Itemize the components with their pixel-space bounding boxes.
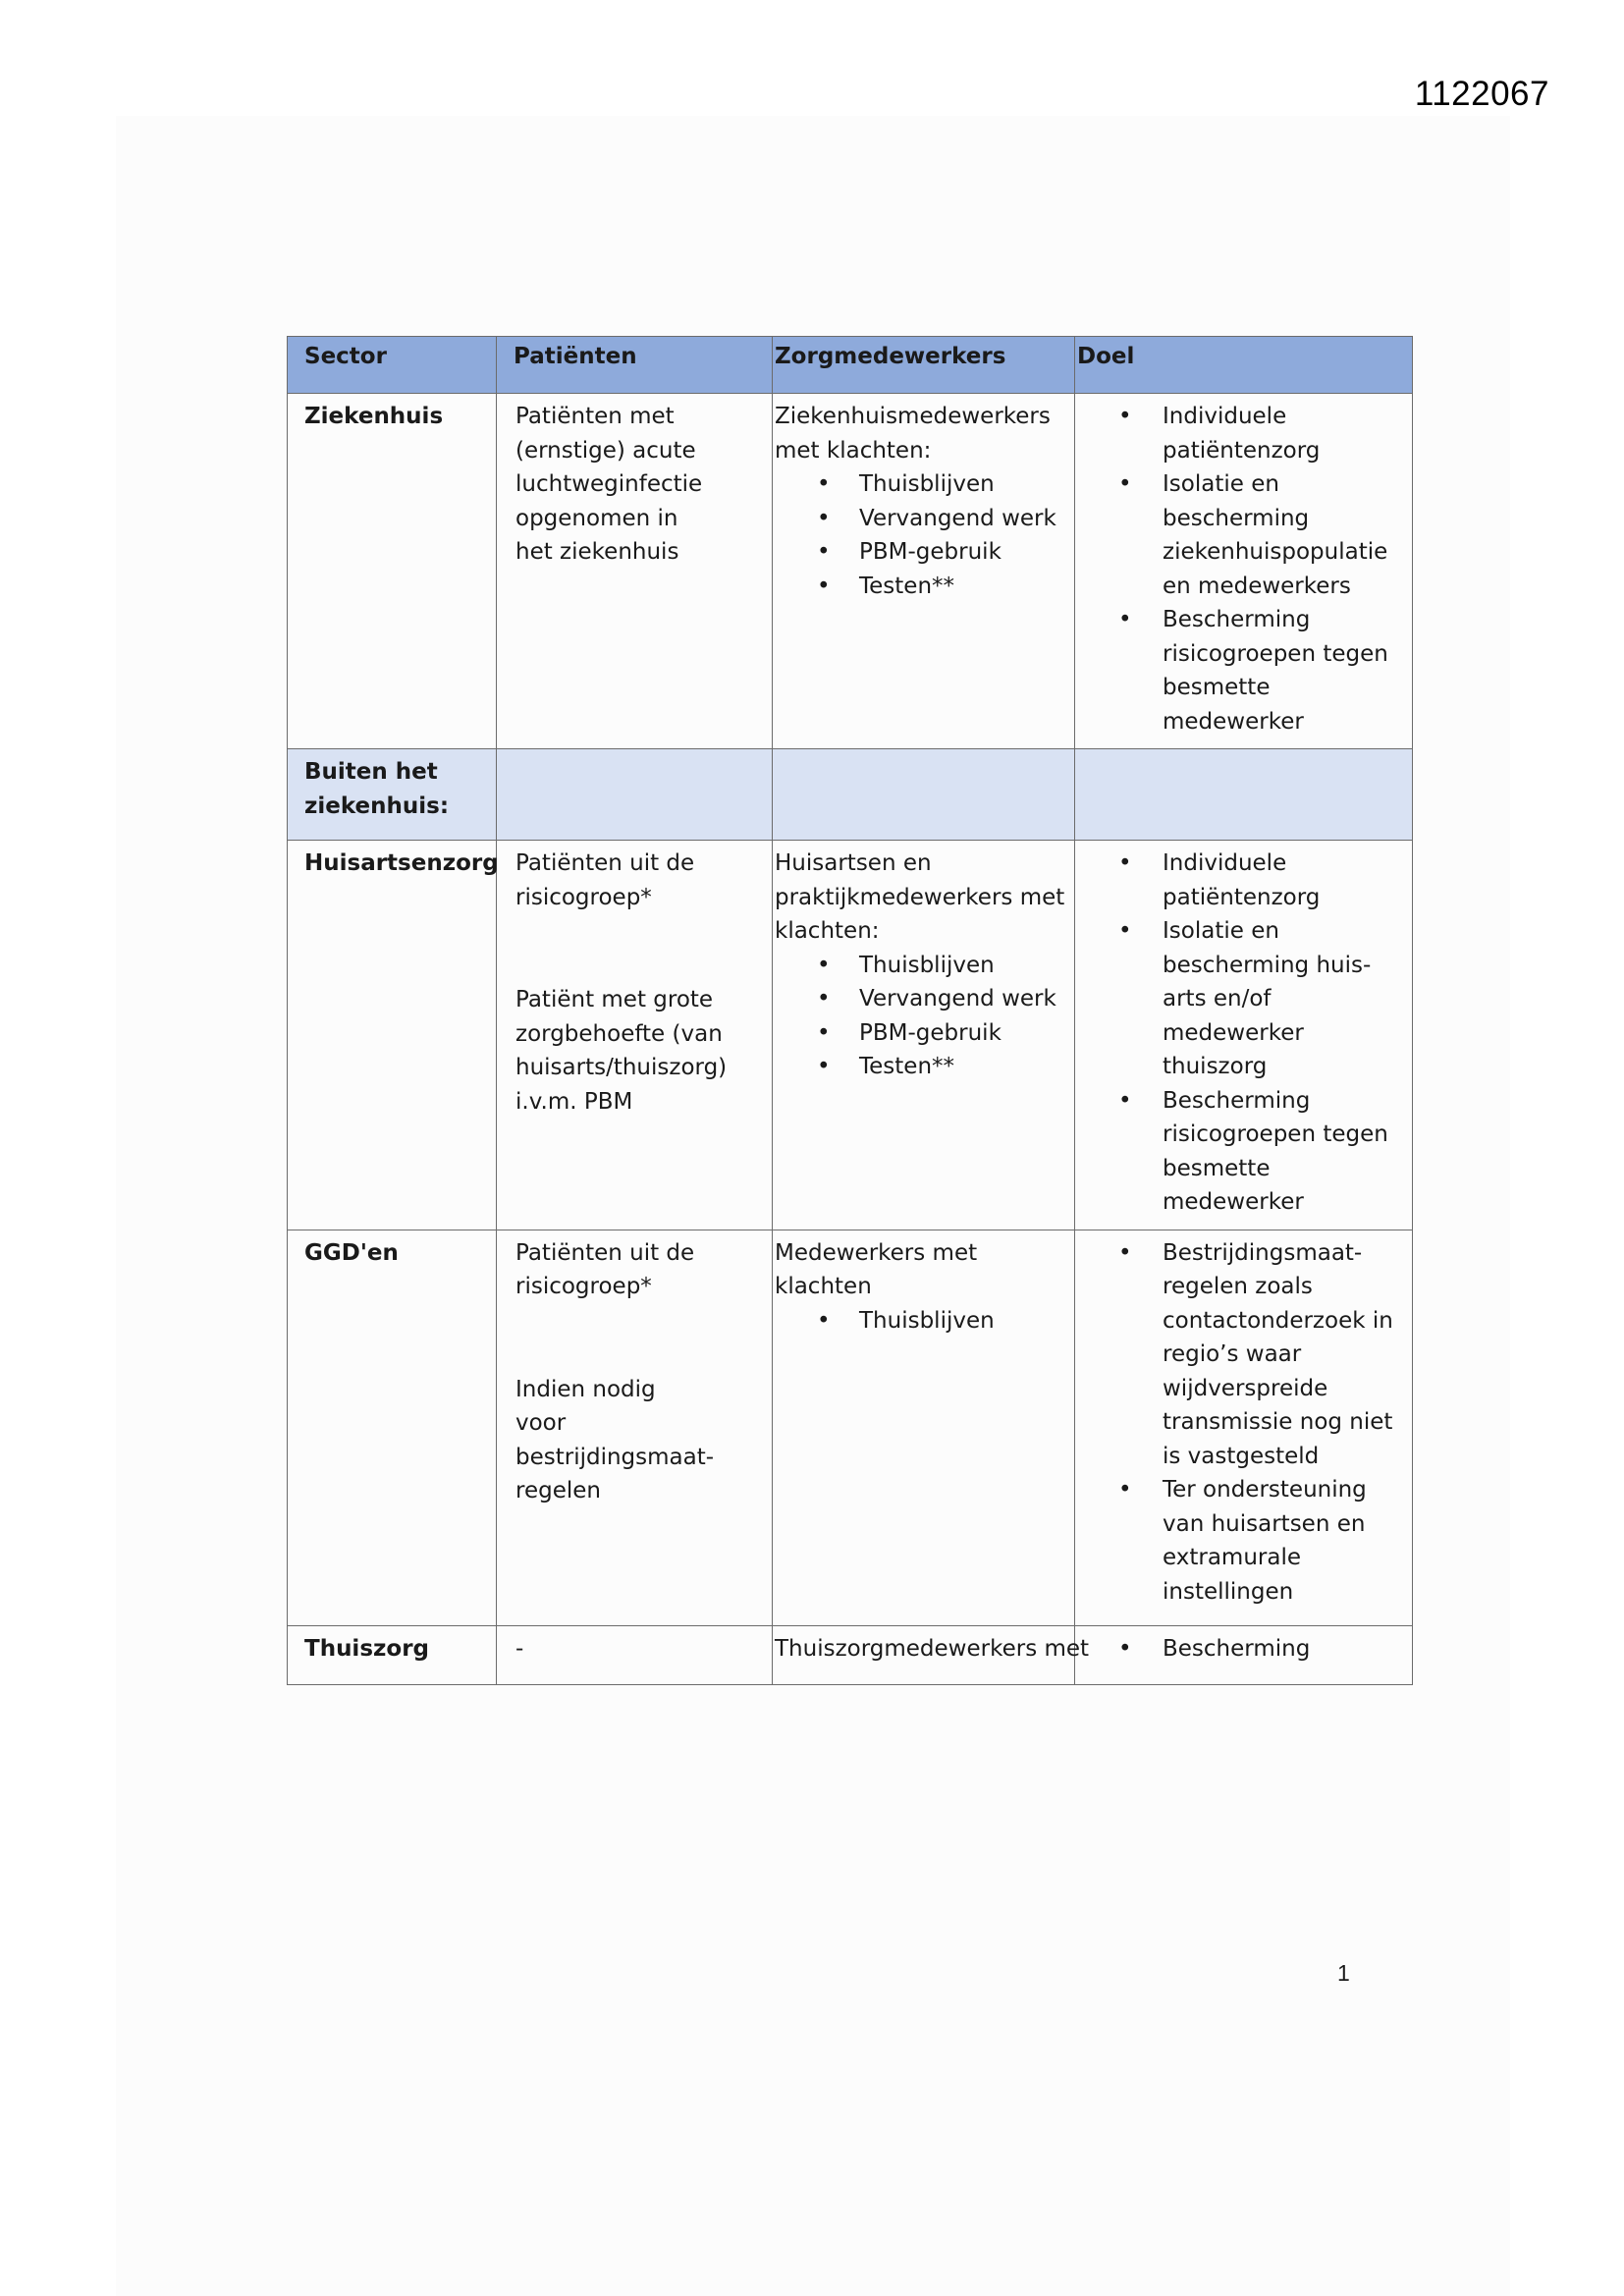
staff-intro: Ziekenhuismedewerkers met klachten: [775,404,1051,464]
patients-text: Indien nodig voor bestrijdingsmaat-regelen [515,1376,715,1503]
goal-list [1077,847,1408,1220]
empty-cell [497,749,773,841]
section-label-text: Buiten het ziekenhuis: [304,759,450,819]
staff-list [775,467,1070,603]
staff-cell [773,1625,1090,1684]
list-item: • Bescherming [1077,1632,1408,1667]
goal-list [1077,1632,1408,1667]
list-item: • Ter ondersteuning van huisartsen en extramurale instellingen [1077,1473,1408,1609]
goal-cell [1075,1625,1413,1684]
staff-list [775,949,1070,1084]
patients-text: Patiënt met grote zorgbehoefte (van huisarts/thuiszorg) i.v.m. PBM [515,987,728,1115]
list-item: • PBM-gebruik [775,535,1070,570]
page-number: 1 [1337,1960,1350,1986]
goal-list [1077,400,1408,738]
document-number: 1122067 [1414,75,1549,113]
table-row-thuiszorg [288,1625,1413,1684]
staff-cell [773,1230,1075,1625]
list-item: • Testen** [775,1050,1070,1084]
table-row-ziekenhuis [288,394,1413,749]
list-item: • Vervangend werk [775,982,1070,1016]
patients-text: Patiënten uit de risicogroep* [515,850,695,910]
section-label [288,749,497,841]
table-header-row [288,337,1413,394]
list-item: • Bescherming risicogroepen tegen besmette medewerker [1077,603,1408,738]
empty-cell [773,749,1075,841]
empty-cell [1075,749,1413,841]
list-item: • Thuisblijven [775,467,1070,502]
list-item: • Individuele patiëntenzorg [1077,847,1408,914]
list-item: • Thuisblijven [775,1304,1070,1339]
goal-cell [1075,1230,1413,1625]
sector-table [287,336,1413,1685]
staff-intro: Huisartsen en praktijkmedewerkers met klachten: [775,850,1065,944]
sector-cell: Ziekenhuis [288,394,497,749]
patients-cell [497,841,773,1230]
patients-text: Patiënten uit de risicogroep* [515,1239,695,1299]
header-goal: Doel [1075,337,1413,394]
goal-cell [1075,841,1413,1230]
list-item: • Thuisblijven [775,949,1070,983]
list-item: • Testen** [775,570,1070,604]
list-item: • Bescherming risicogroepen tegen besmette medewerker [1077,1084,1408,1220]
sector-cell: GGD'en [288,1230,497,1625]
staff-list [775,1304,1070,1339]
header-staff: Zorgmedewerkers [773,337,1075,394]
patients-cell: - [497,1625,773,1684]
staff-intro: Medewerkers met klachten [775,1239,978,1299]
list-item: • Isolatie en bescherming ziekenhuispopulatie en medewerkers [1077,467,1408,603]
header-patients: Patiënten [497,337,773,394]
staff-cell [773,841,1075,1230]
staff-cell [773,394,1075,749]
table-row-ggd [288,1230,1413,1625]
staff-intro: Thuiszorgmedewerkers met [775,1635,1090,1662]
list-item: • PBM-gebruik [775,1016,1070,1051]
patients-cell [497,1230,773,1625]
patients-text: Patiënten met (ernstige) acute luchtweginfectie opgenomen in het ziekenhuis [515,404,703,565]
sector-cell: Huisartsenzorg [288,841,497,1230]
header-sector: Sector [288,337,497,394]
list-item: • Vervangend werk [775,502,1070,536]
table-row-section [288,749,1413,841]
list-item: • Isolatie en bescherming huis-arts en/of medewerker thuiszorg [1077,914,1408,1084]
goal-list [1077,1236,1408,1610]
patients-cell [497,394,773,749]
table-row-huisartsenzorg [288,841,1413,1230]
list-item: • Bestrijdingsmaat-regelen zoals contactonderzoek in regio’s waar wijdverspreide transmissie nog niet is vastgesteld [1077,1236,1408,1474]
list-item: • Individuele patiëntenzorg [1077,400,1408,467]
goal-cell [1075,394,1413,749]
sector-cell: Thuiszorg [288,1625,497,1684]
